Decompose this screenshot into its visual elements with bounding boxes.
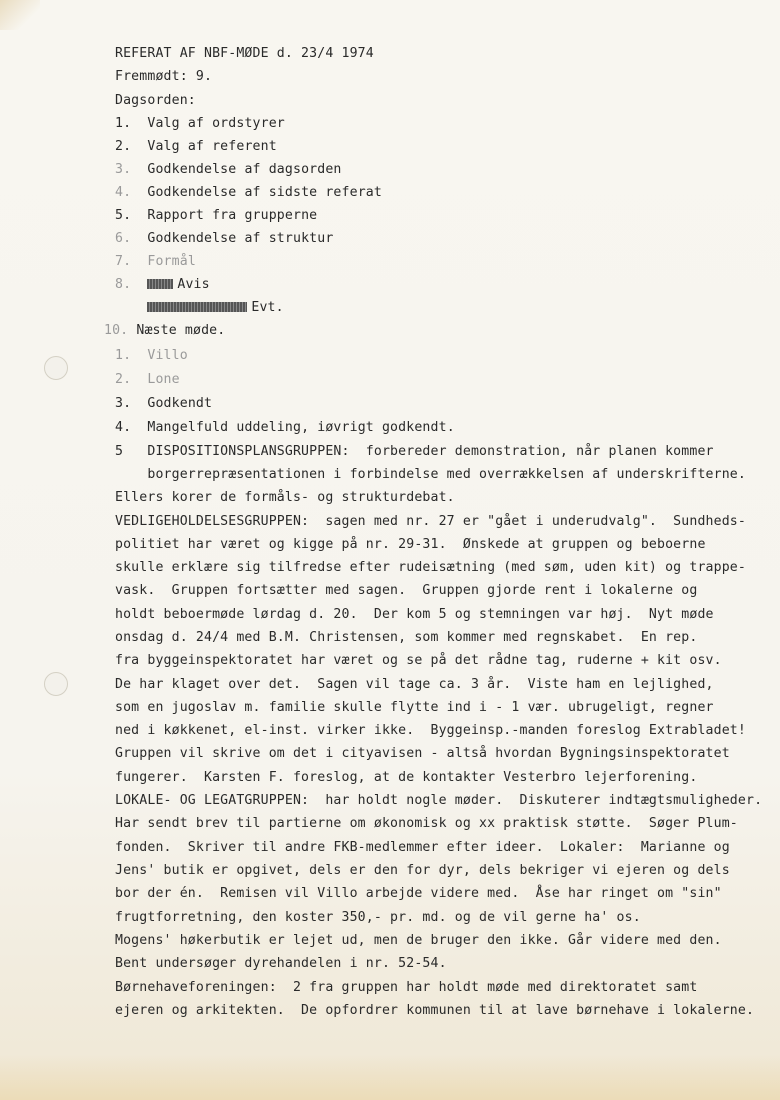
body-line: fungerer. Karsten F. foreslog, at de kontakter Vesterbro lejerforening. bbox=[115, 770, 698, 785]
agenda-text: Evt. bbox=[251, 300, 284, 315]
attendance: Fremmødt: 9. bbox=[115, 69, 213, 84]
body-line: borgerrepræsentationen i forbindelse med overrækkelsen af underskrifterne. bbox=[115, 467, 746, 482]
result-num: 1. bbox=[115, 348, 132, 363]
agenda-text: Avis bbox=[177, 277, 210, 292]
result-item bbox=[115, 348, 188, 364]
agenda-num: 5. bbox=[115, 208, 132, 223]
body-line: som en jugoslav m. familie skulle flytte ind i - 1 vær. ubrugeligt, regner bbox=[115, 700, 714, 715]
body-line: ned i køkkenet, el-inst. virker ikke. Byggeinsp.-manden foreslog Extrabladet! bbox=[115, 723, 746, 738]
result-item bbox=[115, 396, 212, 412]
result-num: 3. bbox=[115, 396, 132, 411]
punch-hole-top bbox=[44, 356, 68, 380]
body-line: Bent undersøger dyrehandelen i nr. 52-54. bbox=[115, 956, 447, 971]
body-line: Gruppen vil skrive om det i cityavisen - altså hvordan Bygningsinspektoratet bbox=[115, 746, 730, 761]
body-line: bor der én. Remisen vil Villo arbejde videre med. Åse har ringet om "sin" bbox=[115, 886, 722, 901]
punch-hole-bottom bbox=[44, 672, 68, 696]
agenda-item bbox=[115, 116, 285, 132]
agenda-text: Godkendelse af sidste referat bbox=[147, 185, 382, 200]
agenda-item bbox=[115, 277, 210, 293]
agenda-text: Valg af ordstyrer bbox=[147, 116, 285, 131]
body-line: Ellers korer de formåls- og strukturdebat. bbox=[115, 490, 455, 505]
agenda-num: 7. bbox=[115, 254, 132, 269]
agenda-text: Valg af referent bbox=[147, 139, 277, 154]
agenda-item bbox=[115, 139, 277, 155]
agenda-text: Formål bbox=[147, 254, 196, 269]
body-line: Mogens' høkerbutik er lejet ud, men de bruger den ikke. Går videre med den. bbox=[115, 933, 722, 948]
agenda-item bbox=[115, 162, 342, 178]
corner-stain bbox=[0, 0, 40, 30]
result-item bbox=[115, 372, 180, 388]
body-line: holdt beboermøde lørdag d. 20. Der kom 5 og stemningen var høj. Nyt møde bbox=[115, 607, 714, 622]
agenda-num: 6. bbox=[115, 231, 132, 246]
agenda-num: 10. bbox=[104, 323, 129, 338]
result-num: 4. bbox=[115, 420, 132, 435]
result-item bbox=[115, 420, 455, 436]
body-line: 5 DISPOSITIONSPLANSGRUPPEN: forbereder demonstration, når planen kommer bbox=[115, 444, 714, 459]
body-line: frugtforretning, den koster 350,- pr. md. og de vil gerne ha' os. bbox=[115, 910, 641, 925]
body-line: vask. Gruppen fortsætter med sagen. Gruppen gjorde rent i lokalerne og bbox=[115, 583, 698, 598]
agenda-text: Godkendelse af struktur bbox=[147, 231, 334, 246]
result-text: Lone bbox=[147, 372, 180, 387]
body-line: Børnehaveforeningen: 2 fra gruppen har holdt møde med direktoratet samt bbox=[115, 980, 698, 995]
body-line: fonden. Skriver til andre FKB-medlemmer efter ideer. Lokaler: Marianne og bbox=[115, 840, 730, 855]
agenda-text: Næste møde. bbox=[136, 323, 226, 338]
body-line: LOKALE- OG LEGATGRUPPEN: har holdt nogle møder. Diskuterer indtægtsmuligheder. bbox=[115, 793, 763, 808]
agenda-num: 1. bbox=[115, 116, 132, 131]
result-text: Villo bbox=[147, 348, 188, 363]
document-header: REFERAT AF NBF-MØDE d. 23/4 1974 bbox=[115, 46, 374, 61]
agenda-label: Dagsorden: bbox=[115, 93, 196, 108]
agenda-num: 3. bbox=[115, 162, 132, 177]
agenda-item bbox=[104, 323, 225, 339]
body-line: onsdag d. 24/4 med B.M. Christensen, som kommer med regnskabet. En rep. bbox=[115, 630, 698, 645]
agenda-item bbox=[115, 300, 284, 316]
result-text: Godkendt bbox=[147, 396, 213, 411]
agenda-text: Godkendelse af dagsorden bbox=[147, 162, 342, 177]
agenda-item bbox=[115, 185, 382, 201]
agenda-num: 8. bbox=[115, 277, 132, 292]
body-line: VEDLIGEHOLDELSESGRUPPEN: sagen med nr. 27 er "gået i underudvalg". Sundheds- bbox=[115, 514, 746, 529]
agenda-num: 2. bbox=[115, 139, 132, 154]
struck-out-text bbox=[147, 302, 247, 312]
agenda-num: 4. bbox=[115, 185, 132, 200]
body-line: ejeren og arkitekten. De opfordrer kommunen til at lave børnehave i lokalerne. bbox=[115, 1003, 755, 1018]
struck-out-text bbox=[147, 279, 173, 289]
body-line: politiet har været og kigge på nr. 29-31. Ønskede at gruppen og beboerne bbox=[115, 537, 706, 552]
agenda-text: Rapport fra grupperne bbox=[147, 208, 318, 223]
body-line: fra byggeinspektoratet har været og se på det rådne tag, ruderne + kit osv. bbox=[115, 653, 722, 668]
bottom-stain bbox=[0, 1055, 780, 1100]
result-num: 2. bbox=[115, 372, 132, 387]
agenda-item bbox=[115, 254, 196, 270]
body-line: Jens' butik er opgivet, dels er den for dyr, dels bekriger vi ejeren og dels bbox=[115, 863, 730, 878]
agenda-item bbox=[115, 231, 333, 247]
body-line: Har sendt brev til partierne om økonomisk og xx praktisk støtte. Søger Plum- bbox=[115, 816, 738, 831]
body-line: skulle erklære sig tilfredse efter rudeisætning (med søm, uden kit) og trappe- bbox=[115, 560, 746, 575]
result-text: Mangelfuld uddeling, iøvrigt godkendt. bbox=[147, 420, 455, 435]
agenda-item bbox=[115, 208, 317, 224]
body-line: De har klaget over det. Sagen vil tage ca. 3 år. Viste ham en lejlighed, bbox=[115, 677, 714, 692]
